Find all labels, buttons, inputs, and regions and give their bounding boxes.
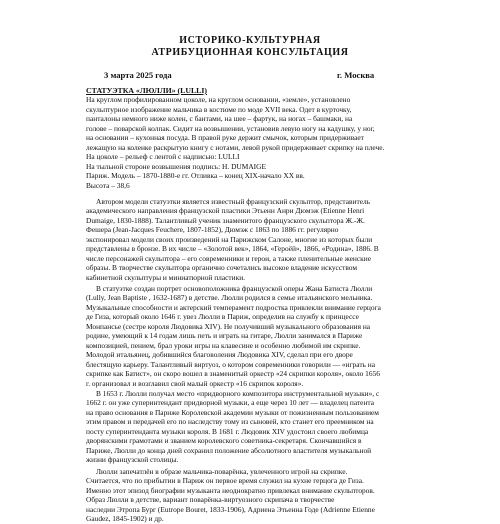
paragraph-line: Молодой итальянец, добившийся благоволения Людовика XIV, сделал при его дворе	[86, 350, 353, 360]
object-line: Высота – 38,6	[86, 180, 130, 190]
paragraph-line: В статуэтке создан портрет основоположника французской оперы Жана Батиста Люлли	[96, 284, 373, 293]
paragraph-line: дворянскими грамотами и званием королевского советника-секретаря. Скончавшийся в	[86, 436, 362, 446]
paragraph-line: этим правом и передачей его по наследству тому из сыновей, кто станет его преемником на	[86, 417, 374, 427]
paragraph-line: де Гиза, который около 1646 г. увез Люлли в Париж, определив на службу к принцессе	[86, 312, 359, 322]
doc-city: г. Москва	[337, 70, 375, 80]
doc-title-line1: ИСТОРИКО-КУЛЬТУРНАЯ	[179, 35, 321, 46]
paragraph-line: представлены в бронзе. В их числе – «Золотой век», 1864, «Героёй», 1866, «Родина», 1886. В	[86, 244, 379, 254]
object-line: На цоколе – рельеф с лентой с надписью: LULLI	[86, 152, 240, 162]
paragraph-line: посту суперинтенданта музыки короля. В 1681 г. Людовик XIV удостоил своего любимца	[86, 426, 369, 436]
paragraph-line: Автором модели статуэтки является известный французский скульптор, представитель	[96, 197, 371, 206]
paragraph-line: родине, умеющий к 14 годам лишь петь и играть на гитаре, Люлли занимался в Париже	[86, 331, 363, 341]
paragraph-line: Музыкальные способности и актерский темперамент подростка привлекли внимание герцога	[86, 302, 381, 312]
paragraph-line: Gaudez, 1845-1902) и др.	[86, 514, 164, 524]
paragraph-line: академического направления французской пластики Этьенн Анри Дюмэж (Etienne Henri	[86, 206, 365, 216]
paragraph-line: числе персонажей скульптора – его современники и герои, а также пленительные женские	[86, 253, 371, 263]
doc-title-line2: АТРИБУЦИОННАЯ КОНСУЛЬТАЦИЯ	[151, 47, 349, 58]
paragraph-line: кабинетной скульптуры и миниатюрной пластики.	[86, 272, 245, 282]
object-title: СТАТУЭТКА «ЛЮЛЛИ» (LULLI)	[86, 86, 208, 95]
paragraph-line: 1662 г. он уже суперинтендант придворной музыки, а еще через 10 лет — владелец патента	[86, 398, 375, 408]
paragraph-line: Фешера (Jean-Jacques Feuchere, 1807-1852), Дюмэж с 1863 по 1886 гг. регулярно	[86, 225, 339, 235]
paragraph-portrait	[86, 284, 434, 388]
paragraph-line: экспонировал модели своих произведений на Парижском Салоне, многие из которых были	[86, 234, 373, 244]
paragraph-career	[86, 389, 434, 465]
paragraph-line: Монпансье (сестре короля Людовика XIV). Не получивший музыкального образования на	[86, 321, 371, 331]
paragraph-kitchen-boy	[86, 467, 434, 524]
object-line: лежащую на коленке раскрытую книгу с нотами, левой рукой придерживает скрипку на плече.	[86, 142, 385, 152]
paragraph-line: блестящую карьеру. Талантливый виртуоз, о котором современники говорили — «играть на	[86, 359, 376, 369]
paragraph-line: В 1653 г. Люлли получал место «придворного композитора инструментальной музыки», с	[96, 389, 380, 398]
paragraph-line: (Lully, Jean Baptiste , 1632-1687) в детстве. Люлли родился в семье итальянского мельника.	[86, 293, 373, 303]
paragraph-line: Люлли запечатлён в образе мальчика-поварёнка, увлеченного игрой на скрипке.	[96, 467, 348, 476]
paragraph-line: Считается, что по прибытии в Париж он первое время служил на кухне герцога де Гиза.	[86, 476, 364, 486]
object-line: Париж. Модель – 1870-1880-е гг. Отливка – конец XIX-начало XX вв.	[86, 171, 305, 181]
object-line: На тыльной стороне возвышения подпись: H. DUMAIGE	[86, 161, 266, 171]
object-line: скульптурное изображение мальчика в костюме по моде XVII века. Одет в курточку,	[86, 104, 352, 114]
object-line: на основании – кухонная посуда. В правой руке держит смычок, которым придерживает	[86, 133, 364, 143]
object-line: голове – поварской колпак. Сидит на возвышении, установив левую ногу на кадушку, у ног,	[86, 123, 375, 133]
paragraph-line: скрипке как Батист», он скоро вошел в знаменитый оркестр «24 скрипки короля», около 1656	[86, 369, 380, 379]
paragraph-line: г. организовал и возглавил свой малый оркестр «16 скрипок короля».	[86, 378, 304, 388]
paragraph-line: композицией, пением, брал уроки игры на клавесине и особенно любимой им скрипке.	[86, 340, 361, 350]
paragraph-line: Именно этот эпизод биографии музыканта неоднократно привлекал внимание скульпторов.	[86, 485, 375, 495]
paragraph-line: Образ Люлли в детстве, вариант поварёнка-виртуозного скрипача в творчестве	[86, 495, 335, 505]
paragraph-line: Dumaige, 1830-1888). Талантливый ученик знаменитого французского скульптора Ж.-Ж.	[86, 215, 365, 225]
paragraph-author	[86, 197, 434, 282]
object-line: панталоны немного ниже колен, с бантами, на шее – фартук, на ногах – башмаки, на	[86, 114, 353, 124]
paragraph-line: Париже, Люлли до конца дней сохранил положение абсолютного властителя музыкальной	[86, 445, 372, 455]
paragraph-line: наследии Этропа Бург (Eutrope Bouret, 1833-1906), Адриена Этьенна Годе (Adrienne Etienne	[86, 504, 375, 514]
object-description	[86, 86, 434, 190]
paragraph-line: на право основания в Париже Королевской академии музыки от пожизненным пользованием	[86, 407, 379, 417]
paragraph-line: образы. В творчестве скульптора органично сочетались высокое владение искусством	[86, 263, 358, 273]
doc-date: 3 марта 2025 года	[104, 70, 172, 80]
paragraph-line: жизни французской столицы.	[86, 455, 179, 465]
object-line: На круглом профилированном цоколе, на круглом основании, «земле», установлено	[86, 95, 351, 105]
